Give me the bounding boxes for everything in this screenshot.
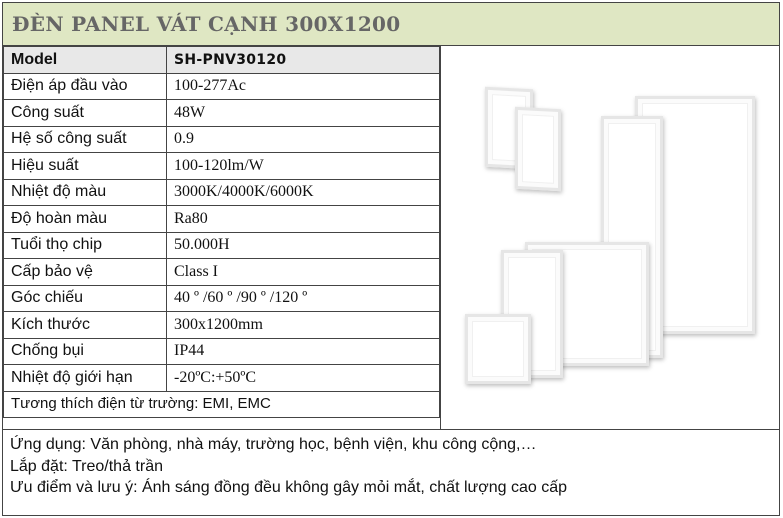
advantages-note: Ưu điểm và lưu ý: Ánh sáng đồng đều không gây mỏi mắt, chất lượng cao cấp: [10, 479, 568, 496]
spec-label: Công suất: [4, 100, 167, 127]
spec-value: 50.000H: [167, 232, 440, 259]
spec-value: 100-120lm/W: [167, 153, 440, 180]
spec-row: [4, 73, 440, 100]
spec-label: Tuổi thọ chip: [4, 232, 167, 259]
spec-label: Nhiệt độ màu: [4, 179, 167, 206]
spec-value: Ra80: [167, 206, 440, 233]
spec-value: 48W: [167, 100, 440, 127]
spec-row: [4, 153, 440, 180]
panel-image-small-square: [465, 314, 531, 384]
spec-row: [4, 126, 440, 153]
spec-value: 40 º /60 º /90 º /120 º: [167, 285, 440, 312]
spec-row: [4, 285, 440, 312]
spec-row: [4, 365, 440, 392]
install-note: Lắp đặt: Treo/thả trần: [10, 457, 163, 475]
spec-table: [3, 46, 440, 418]
spec-label: Nhiệt độ giới hạn: [4, 365, 167, 392]
spec-row: [4, 232, 440, 259]
spec-value: IP44: [167, 338, 440, 365]
spec-row: [4, 259, 440, 286]
spec-value: -20ºC:+50ºC: [167, 365, 440, 392]
spec-label: Cấp bảo vệ: [4, 259, 167, 286]
spec-label: Hệ số công suất: [4, 126, 167, 153]
spec-label: Kích thước: [4, 312, 167, 339]
spec-header-row: [4, 47, 440, 74]
spec-label: Độ hoàn màu: [4, 206, 167, 233]
page-title: ĐÈN PANEL VÁT CẠNH 300X1200: [12, 12, 401, 36]
application-note: Ứng dụng: Văn phòng, nhà máy, trường học, bệnh viện, khu công cộng,…: [10, 436, 537, 453]
spec-value: SH-PNV30120: [167, 47, 440, 74]
compat-row: [4, 391, 440, 418]
spec-label: Hiệu suất: [4, 153, 167, 180]
spec-row: [4, 312, 440, 339]
spec-row: [4, 206, 440, 233]
panel-image-tilted-front: [515, 107, 561, 191]
spec-value: Class I: [167, 259, 440, 286]
spec-label: Chống bụi: [4, 338, 167, 365]
spec-value: 3000K/4000K/6000K: [167, 179, 440, 206]
spec-row: [4, 100, 440, 127]
spec-value: 300x1200mm: [167, 312, 440, 339]
spec-row: [4, 338, 440, 365]
spec-row: [4, 179, 440, 206]
spec-value: 0.9: [167, 126, 440, 153]
spec-label: Điện áp đầu vào: [4, 73, 167, 100]
notes-section: [3, 429, 779, 515]
spec-label: Góc chiếu: [4, 285, 167, 312]
compat-text: Tương thích điện từ trường: EMI, EMC: [4, 391, 440, 418]
product-image: [440, 46, 779, 429]
spec-sheet: [2, 2, 780, 516]
title-bar: [3, 3, 779, 46]
spec-value: 100-277Ac: [167, 73, 440, 100]
spec-label: Model: [4, 47, 167, 74]
